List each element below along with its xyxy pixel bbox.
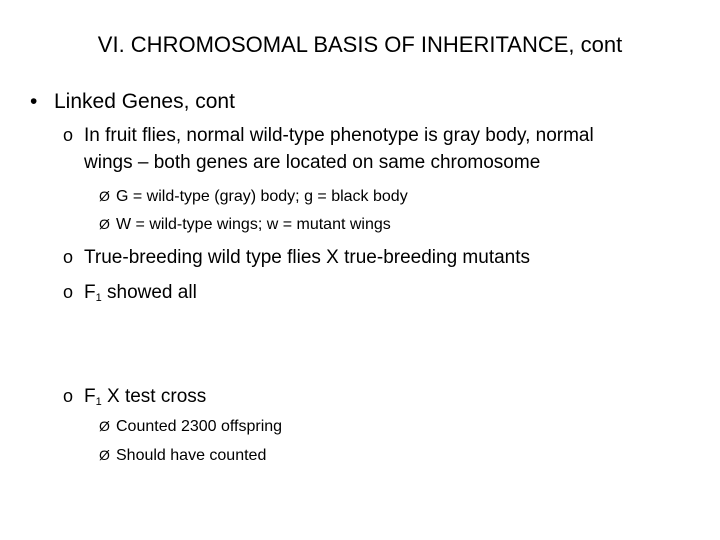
arrow-bullet-marker: Ø xyxy=(99,188,110,204)
slide-title: VI. CHROMOSOMAL BASIS OF INHERITANCE, cont xyxy=(97,32,623,57)
item-fruit-flies xyxy=(63,122,594,149)
arrow-bullet-marker: Ø xyxy=(99,418,110,434)
sub-item-text: W = wild-type wings; w = mutant wings xyxy=(116,216,391,233)
sub-item-g xyxy=(99,185,408,208)
item-subscript: 1 xyxy=(95,292,102,304)
item-text: True-breeding wild type flies X true-breeding mutants xyxy=(84,247,531,268)
bullet-linked-genes xyxy=(30,88,235,116)
item-true-breeding xyxy=(63,244,530,271)
item-text-line2: wings – both genes are located on same chromosome xyxy=(84,152,541,173)
item-prefix: F xyxy=(84,282,96,303)
item-f1-showed xyxy=(63,279,197,306)
sub-item-should-have xyxy=(99,444,266,467)
sub-item-text: G = wild-type (gray) body; g = black body xyxy=(116,188,408,205)
arrow-bullet-marker: Ø xyxy=(99,216,110,232)
sub-bullet-marker: o xyxy=(63,125,74,145)
sub-item-text: Should have counted xyxy=(116,447,267,464)
arrow-bullet-marker: Ø xyxy=(99,447,110,463)
item-suffix: X test cross xyxy=(101,386,207,407)
sub-bullet-marker: o xyxy=(63,386,74,406)
sub-item-text: Counted 2300 offspring xyxy=(116,418,283,435)
item-prefix: F xyxy=(84,386,96,407)
item-subscript: 1 xyxy=(95,396,102,408)
item-f1-test-cross xyxy=(63,383,206,410)
sub-item-w xyxy=(99,213,391,236)
bullet-text: Linked Genes, cont xyxy=(54,90,235,113)
sub-bullet-marker: o xyxy=(63,282,74,302)
sub-item-counted xyxy=(99,415,282,438)
item-fruit-flies-cont xyxy=(84,149,540,176)
sub-bullet-marker: o xyxy=(63,247,74,267)
item-suffix: showed all xyxy=(101,282,197,303)
item-text-line1: In fruit flies, normal wild-type phenotype is gray body, normal xyxy=(84,125,594,146)
bullet-marker: • xyxy=(30,90,38,113)
